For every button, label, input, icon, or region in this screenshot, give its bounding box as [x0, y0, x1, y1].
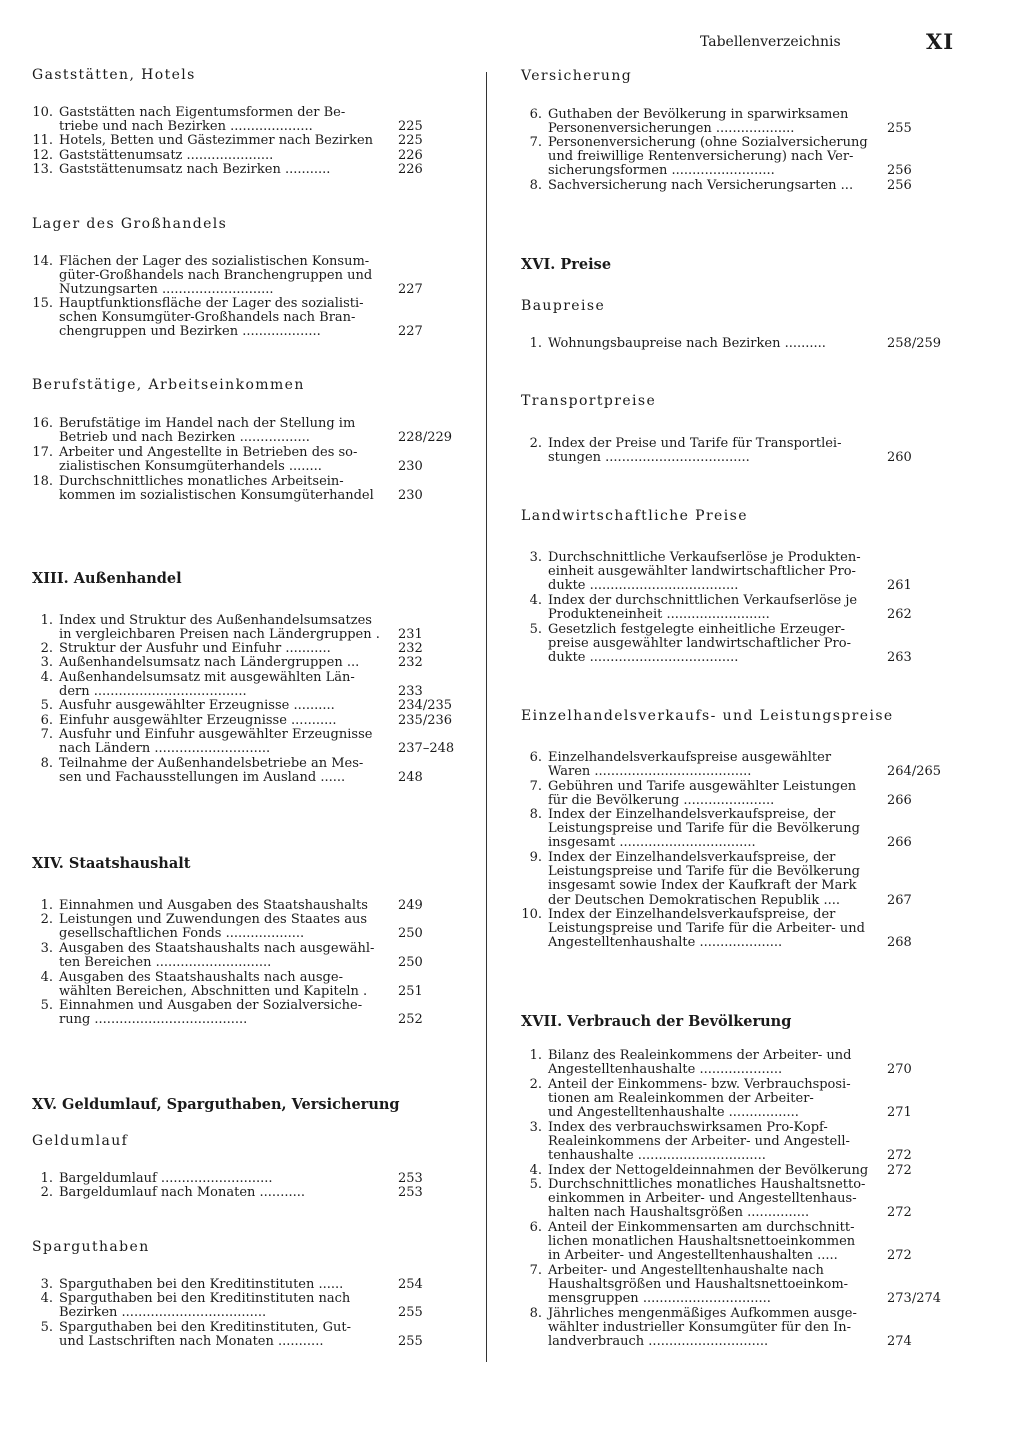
entry-text-line: Außenhandelsumsatz mit ausgewählten Län- [59, 670, 355, 685]
entry-number: 4. [40, 970, 53, 985]
entry-text-line: mensgruppen ............................... [548, 1291, 771, 1307]
entry-number: 16. [32, 416, 53, 431]
entry-text-line: Anteil der Einkommens- bzw. Verbrauchsposi- [548, 1077, 851, 1092]
entry-text-line: und Angestelltenhaushalte ................. [548, 1105, 799, 1121]
entry-page-number: 226 [398, 148, 423, 163]
entry-text-line: einheit ausgewählter landwirtschaftlicher Pro- [548, 564, 856, 580]
section-heading: XVII. Verbrauch der Bevölkerung [521, 1013, 792, 1030]
subsection-heading: Lager des Großhandels [32, 216, 228, 232]
entry-text-line: Nutzungsarten ........................... [59, 282, 274, 298]
entry-page-number: 274 [887, 1334, 912, 1350]
entry-number: 5. [529, 622, 542, 637]
entry-text-line: in Arbeiter- und Angestelltenhaushalten ..... [548, 1248, 838, 1264]
entry-text-line: Gesetzlich festgelegte einheitliche Erzeuger- [548, 622, 845, 637]
entry-number: 3. [529, 550, 542, 565]
entry-number: 3. [40, 655, 53, 670]
entry-number: 2. [529, 436, 542, 451]
entry-page-number: 232 [398, 655, 423, 670]
entry-number: 1. [40, 1171, 53, 1186]
entry-text-line: wählter industrieller Konsumgüter für den In- [548, 1320, 852, 1336]
entry-text-line: dukte .................................... [548, 650, 739, 666]
entry-number: 7. [529, 135, 542, 150]
entry-text-line: und Lastschriften nach Monaten ........... [59, 1334, 324, 1350]
entry-number: 18. [32, 474, 53, 489]
entry-page-number: 273/274 [887, 1291, 942, 1307]
entry-number: 7. [529, 779, 542, 794]
entry-text-line: Gaststättenumsatz nach Bezirken ........... [59, 162, 331, 177]
entry-number: 12. [32, 148, 53, 163]
entry-text-line: Arbeiter und Angestellte in Betrieben des so- [59, 445, 358, 460]
entry-page-number: 233 [398, 684, 423, 700]
entry-page-number: 248 [398, 770, 423, 786]
entry-number: 3. [529, 1120, 542, 1135]
entry-number: 6. [529, 750, 542, 765]
section-heading: XIII. Außenhandel [32, 570, 182, 587]
entry-page-number: 253 [398, 1185, 423, 1200]
entry-text-line: rung ..................................... [59, 1012, 248, 1028]
entry-text-line: Wohnungsbaupreise nach Bezirken .......... [548, 336, 826, 351]
entry-number: 4. [529, 1163, 542, 1178]
entry-text-line: dukte .................................... [548, 578, 739, 594]
entry-page-number: 268 [887, 935, 912, 951]
entry-text-line: Hotels, Betten und Gästezimmer nach Bezirken [59, 133, 374, 148]
entry-text-line: Angestelltenhaushalte .................... [548, 935, 783, 951]
entry-page-number: 232 [398, 641, 423, 656]
entry-text-line: Gaststätten nach Eigentumsformen der Be- [59, 105, 346, 120]
entry-text-line: Einzelhandelsverkaufspreise ausgewählter [548, 750, 832, 765]
entry-text-line: Hauptfunktionsfläche der Lager des sozialisti- [59, 296, 364, 311]
subsection-heading: Berufstätige, Arbeitseinkommen [32, 377, 305, 393]
entry-number: 4. [529, 593, 542, 608]
entry-page-number: 266 [887, 793, 912, 809]
entry-page-number: 264/265 [887, 764, 942, 780]
entry-text-line: Betrieb und nach Bezirken ................. [59, 430, 310, 446]
subsection-heading: Gaststätten, Hotels [32, 67, 196, 83]
entry-page-number: 263 [887, 650, 912, 666]
entry-number: 2. [40, 641, 53, 656]
entry-text-line: Index des verbrauchswirksamen Pro-Kopf- [548, 1120, 828, 1135]
entry-page-number: 272 [887, 1163, 912, 1178]
page-header [700, 29, 960, 58]
page-number: XI [926, 29, 955, 54]
entry-text-line: Gebühren und Tarife ausgewählter Leistungen [548, 779, 857, 794]
entry-text-line: kommen im sozialistischen Konsumgüterhandel [59, 488, 374, 504]
entry-page-number: 272 [887, 1205, 912, 1221]
entry-text-line: Index der Nettogeldeinnahmen der Bevölkerung [548, 1163, 869, 1178]
section-heading: XV. Geldumlauf, Sparguthaben, Versicherung [32, 1096, 400, 1113]
entry-page-number: 249 [398, 898, 423, 913]
entry-text-line: Index der durchschnittlichen Verkaufserlöse je [548, 593, 858, 608]
entry-text-line: Guthaben der Bevölkerung in sparwirksamen [548, 107, 849, 122]
entry-text-line: Sparguthaben bei den Kreditinstituten nach [59, 1291, 351, 1306]
entry-page-number: 230 [398, 459, 423, 475]
entry-text-line: Leistungen und Zuwendungen des Staates aus [59, 912, 367, 927]
entry-text-line: Anteil der Einkommensarten am durchschnitt- [548, 1220, 855, 1235]
entry-text-line: Personenversicherungen ................... [548, 121, 795, 137]
entry-number: 10. [521, 907, 542, 922]
entry-text-line: Gaststättenumsatz ..................... [59, 148, 274, 163]
entry-text-line: Ausgaben des Staatshaushalts nach ausgewähl- [59, 941, 375, 956]
entry-page-number: 231 [398, 627, 423, 643]
entry-text-line: Ausfuhr und Einfuhr ausgewählter Erzeugnisse [59, 727, 373, 742]
entry-text-line: Außenhandelsumsatz nach Ländergruppen ... [59, 655, 360, 670]
entry-number: 6. [529, 107, 542, 122]
entry-text-line: Ausfuhr ausgewählter Erzeugnisse .......... [59, 698, 335, 713]
entry-text-line: Einfuhr ausgewählter Erzeugnisse ........... [59, 713, 337, 728]
subsection-heading: Versicherung [521, 68, 633, 84]
entry-text-line: Leistungspreise und Tarife für die Arbeiter- und [548, 921, 865, 937]
entry-number: 11. [32, 133, 53, 148]
entry-text-line: Leistungspreise und Tarife für die Bevölkerung [548, 864, 860, 880]
subsection-heading: Sparguthaben [32, 1239, 150, 1255]
entry-number: 3. [40, 1277, 53, 1292]
entry-number: 13. [32, 162, 53, 177]
entry-page-number: 267 [887, 892, 912, 908]
entry-text-line: und freiwillige Rentenversicherung) nach Ver- [548, 149, 854, 165]
entry-number: 4. [40, 670, 53, 685]
entry-number: 5. [40, 998, 53, 1013]
entry-text-line: einkommen in Arbeiter- und Angestelltenhaus- [548, 1191, 857, 1207]
entry-number: 6. [40, 713, 53, 728]
subsection-heading: Geldumlauf [32, 1133, 129, 1149]
entry-page-number: 262 [887, 607, 912, 623]
entry-page-number: 271 [887, 1105, 912, 1121]
entry-text-line: schen Konsumgüter-Großhandels nach Bran- [59, 310, 356, 326]
entry-page-number: 254 [398, 1277, 423, 1292]
entry-number: 5. [529, 1177, 542, 1192]
entry-text-line: zialistischen Konsumgüterhandels ........ [59, 459, 322, 475]
entry-number: 2. [529, 1077, 542, 1092]
section-heading: XIV. Staatshaushalt [32, 855, 191, 872]
entry-text-line: Jährliches mengenmäßiges Aufkommen ausge- [548, 1306, 857, 1321]
entry-text-line: Leistungspreise und Tarife für die Bevölkerung [548, 821, 860, 837]
entry-page-number: 250 [398, 955, 423, 971]
entry-text-line: Angestelltenhaushalte .................... [548, 1062, 783, 1078]
entry-text-line: Bilanz des Realeinkommens der Arbeiter- und [548, 1048, 852, 1063]
entry-text-line: Waren ...................................... [548, 764, 752, 780]
entry-number: 2. [40, 912, 53, 927]
entry-page-number: 225 [398, 133, 423, 148]
entry-text-line: sicherungsformen ......................... [548, 163, 775, 179]
entry-number: 8. [529, 178, 542, 193]
entry-text-line: dern ..................................... [59, 684, 247, 700]
entry-text-line: Durchschnittliches monatliches Arbeitsein- [59, 474, 344, 489]
entry-text-line: Index der Einzelhandelsverkaufspreise, der [548, 807, 836, 822]
entry-text-line: landverbrauch ............................. [548, 1334, 769, 1350]
entry-text-line: Index der Preise und Tarife für Transportlei- [548, 436, 842, 451]
entry-page-number: 237–248 [398, 741, 455, 757]
entry-number: 17. [32, 445, 53, 460]
subsection-heading: Baupreise [521, 298, 606, 314]
entry-text-line: tenhaushalte ............................... [548, 1148, 766, 1164]
entry-text-line: Sparguthaben bei den Kreditinstituten ...... [59, 1277, 344, 1292]
subsection-heading: Landwirtschaftliche Preise [521, 508, 748, 524]
entry-text-line: Struktur der Ausfuhr und Einfuhr ........... [59, 641, 331, 656]
entry-text-line: Index der Einzelhandelsverkaufspreise, der [548, 907, 836, 922]
entry-text-line: triebe und nach Bezirken .................... [59, 119, 313, 135]
entry-number: 4. [40, 1291, 53, 1306]
entry-page-number: 235/236 [398, 713, 453, 728]
entry-text-line: stungen ................................... [548, 450, 750, 466]
entry-text-line: Teilnahme der Außenhandelsbetriebe an Mes- [59, 756, 364, 771]
entry-page-number: 255 [398, 1334, 423, 1350]
entry-text-line: Sachversicherung nach Versicherungsarten ... [548, 178, 854, 193]
entry-number: 5. [40, 1320, 53, 1335]
entry-text-line: Durchschnittliches monatliches Haushaltsnetto- [548, 1177, 866, 1192]
entry-text-line: Bargeldumlauf nach Monaten ........... [59, 1185, 305, 1200]
entry-text-line: preise ausgewählter landwirtschaftlicher Pro- [548, 636, 851, 652]
entry-text-line: halten nach Haushaltsgrößen ............... [548, 1205, 810, 1221]
entry-page-number: 258/259 [887, 336, 942, 351]
entry-page-number: 261 [887, 578, 912, 594]
entry-number: 9. [529, 850, 542, 865]
entry-page-number: 266 [887, 835, 912, 851]
entry-text-line: Sparguthaben bei den Kreditinstituten, Gut- [59, 1320, 352, 1335]
entry-number: 6. [529, 1220, 542, 1235]
entry-page-number: 250 [398, 926, 423, 942]
entry-page-number: 256 [887, 178, 912, 193]
entry-text-line: gesellschaftlichen Fonds ................... [59, 926, 305, 942]
entry-number: 1. [529, 1048, 542, 1063]
entry-text-line: tionen am Realeinkommen der Arbeiter- [548, 1091, 814, 1107]
entry-text-line: Flächen der Lager des sozialistischen Konsum- [59, 254, 370, 269]
entry-text-line: güter-Großhandels nach Branchengruppen und [59, 268, 373, 284]
entry-text-line: Durchschnittliche Verkaufserlöse je Produkten- [548, 550, 861, 565]
entry-text-line: Bezirken ................................... [59, 1305, 267, 1321]
entry-text-line: wählten Bereichen, Abschnitten und Kapiteln . [59, 984, 368, 1000]
section-heading: XVI. Preise [521, 256, 612, 273]
entry-page-number: 270 [887, 1062, 912, 1078]
entry-page-number: 228/229 [398, 430, 453, 446]
entry-page-number: 227 [398, 324, 423, 340]
column-divider [486, 72, 487, 1362]
header-title: Tabellenverzeichnis [700, 34, 841, 50]
entry-number: 8. [529, 1306, 542, 1321]
entry-number: 8. [40, 756, 53, 771]
entry-text-line: Realeinkommens der Arbeiter- und Angestell- [548, 1134, 850, 1150]
entry-number: 2. [40, 1185, 53, 1200]
entry-text-line: insgesamt sowie Index der Kaufkraft der Mark [548, 878, 857, 894]
entry-number: 15. [32, 296, 53, 311]
entry-page-number: 255 [398, 1305, 423, 1321]
entry-text-line: Index und Struktur des Außenhandelsumsatzes [59, 613, 372, 628]
subsection-heading: Transportpreise [521, 393, 657, 409]
entry-text-line: in vergleichbaren Preisen nach Ländergruppen . [59, 627, 380, 643]
entry-page-number: 272 [887, 1248, 912, 1264]
entry-page-number: 251 [398, 984, 423, 1000]
entry-text-line: chengruppen und Bezirken ................... [59, 324, 321, 340]
entry-text-line: Berufstätige im Handel nach der Stellung im [59, 416, 356, 431]
entry-page-number: 230 [398, 488, 423, 504]
entry-text-line: nach Ländern ............................ [59, 741, 271, 757]
entry-page-number: 226 [398, 162, 423, 177]
entry-page-number: 272 [887, 1148, 912, 1164]
entry-number: 8. [529, 807, 542, 822]
entry-number: 10. [32, 105, 53, 120]
entry-text-line: Produkteneinheit ......................... [548, 607, 770, 623]
entry-number: 7. [40, 727, 53, 742]
entry-page-number: 256 [887, 163, 912, 179]
entry-text-line: Index der Einzelhandelsverkaufspreise, der [548, 850, 836, 865]
entry-text-line: Ausgaben des Staatshaushalts nach ausge- [59, 970, 343, 985]
entry-text-line: insgesamt ................................. [548, 835, 756, 851]
entry-number: 14. [32, 254, 53, 269]
entry-page-number: 260 [887, 450, 912, 466]
entry-page-number: 252 [398, 1012, 423, 1028]
entry-text-line: sen und Fachausstellungen im Ausland ...... [59, 770, 346, 786]
entry-page-number: 227 [398, 282, 423, 298]
entry-text-line: Haushaltsgrößen und Haushaltsnettoeinkom- [548, 1277, 849, 1293]
entry-number: 1. [529, 336, 542, 351]
entry-page-number: 234/235 [398, 698, 453, 713]
entry-text-line: Einnahmen und Ausgaben des Staatshaushalts [59, 898, 368, 913]
entry-text-line: Bargeldumlauf ........................... [59, 1171, 273, 1186]
entry-text-line: lichen monatlichen Haushaltsnettoeinkommen [548, 1234, 856, 1250]
entry-text-line: der Deutschen Demokratischen Republik .... [548, 892, 840, 908]
entry-text-line: Einnahmen und Ausgaben der Sozialversiche- [59, 998, 363, 1013]
entry-number: 1. [40, 613, 53, 628]
entry-number: 5. [40, 698, 53, 713]
entry-page-number: 253 [398, 1171, 423, 1186]
entry-text-line: für die Bevölkerung ...................... [548, 793, 775, 809]
entry-text-line: Arbeiter- und Angestelltenhaushalte nach [548, 1263, 824, 1278]
entry-text-line: ten Bereichen ............................ [59, 955, 272, 971]
subsection-heading: Einzelhandelsverkaufs- und Leistungspreise [521, 708, 894, 724]
entry-number: 1. [40, 898, 53, 913]
entry-number: 7. [529, 1263, 542, 1278]
entry-page-number: 255 [887, 121, 912, 137]
entry-text-line: Personenversicherung (ohne Sozialversicherung [548, 135, 868, 150]
entry-page-number: 225 [398, 119, 423, 135]
entry-number: 3. [40, 941, 53, 956]
